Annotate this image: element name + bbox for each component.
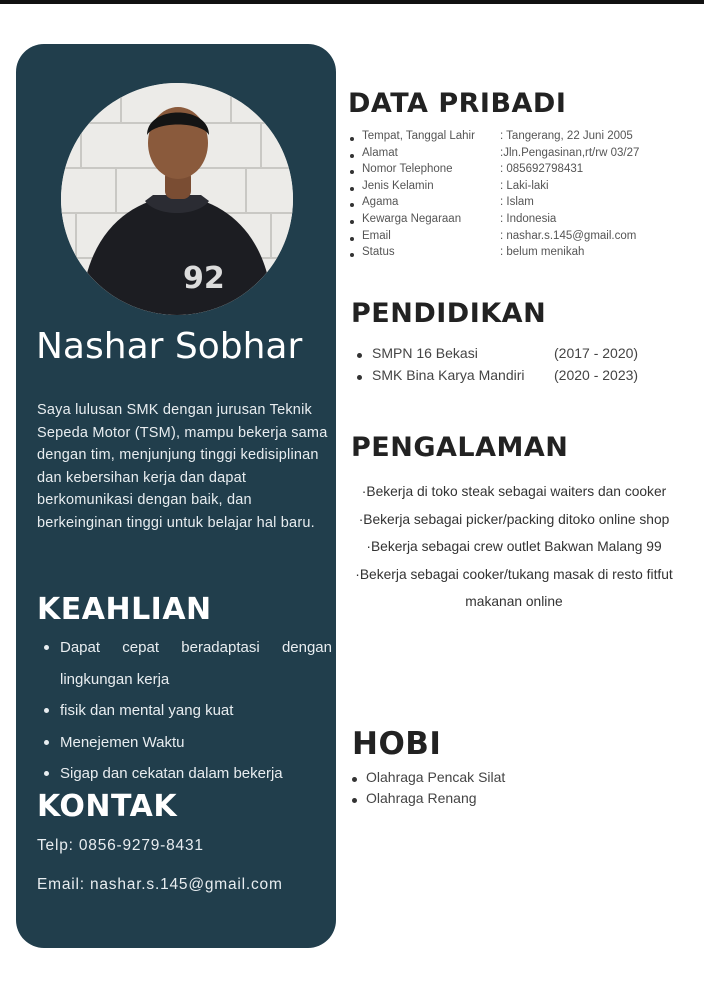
experience-item: ·Bekerja sebagai cooker/tukang masak di resto fitfut makanan online (355, 566, 673, 609)
experience-item: ·Bekerja sebagai picker/packing ditoko online shop (358, 511, 670, 527)
personal-item (348, 230, 698, 247)
education-years: (2020 - 2023) (554, 367, 639, 383)
experience-item: ·Bekerja di toko steak sebagai waiters dan cooker (361, 484, 667, 499)
personal-item (348, 163, 698, 180)
full-name: Nashar Sobhar (36, 326, 303, 367)
personal-value: : belum menikah (500, 246, 585, 259)
education-school: SMK Bina Karya Mandiri (372, 367, 525, 383)
hobby-heading: HOBI (352, 726, 442, 762)
contact-heading: KONTAK (37, 789, 178, 824)
education-school: SMPN 16 Bekasi (372, 345, 478, 361)
personal-value: : nashar.s.145@gmail.com (500, 229, 637, 242)
personal-label: Tempat, Tanggal Lahir (362, 130, 475, 142)
hobby-item: Olahraga Renang (350, 790, 505, 811)
hobby-list (350, 769, 505, 811)
personal-label: Nomor Telephone (362, 163, 453, 176)
personal-item (348, 180, 698, 197)
personal-item (348, 246, 698, 263)
personal-data-heading: DATA PRIBADI (348, 88, 567, 119)
skill-item: fisik dan mental yang kuat (40, 695, 332, 727)
education-heading: PENDIDIKAN (351, 298, 547, 329)
personal-data-list (348, 130, 698, 263)
personal-label: Kewarga Negaraan (362, 212, 462, 225)
contact-phone: Telp: 0856-9279-8431 (37, 837, 204, 854)
top-border (0, 0, 704, 4)
personal-value: : Indonesia (500, 212, 557, 225)
personal-label: Jenis Kelamin (362, 179, 434, 192)
personal-value: : Islam (500, 196, 534, 209)
personal-value: : Laki-laki (500, 179, 549, 192)
education-years: (2017 - 2020) (554, 345, 639, 361)
personal-label: Alamat (362, 146, 398, 159)
contact-email: Email: nashar.s.145@gmail.com (37, 876, 283, 893)
profile-summary: Saya lulusan SMK dengan jurusan Teknik Sepeda Motor (TSM), mampu bekerja sama dengan tim, menjunjung tinggi kedisiplinan dan kebersihan kerja dan dapat berkomunikasi dengan baik, dan berkeinginan tinggi untuk belajar hal baru. (37, 402, 328, 531)
personal-item (348, 213, 698, 230)
skills-heading: KEAHLIAN (37, 592, 212, 627)
svg-text:92: 92 (183, 261, 225, 296)
personal-label: Email (362, 229, 391, 242)
personal-item (348, 147, 698, 164)
personal-value: : 085692798431 (500, 163, 584, 176)
personal-value: : Tangerang, 22 Juni 2005 (500, 130, 633, 142)
experience-heading: PENGALAMAN (351, 432, 569, 463)
skill-item: Sigap dan cekatan dalam bekerja (40, 758, 332, 790)
skill-item: Dapat cepat beradaptasi dengan (40, 632, 332, 664)
personal-label: Agama (362, 196, 399, 209)
skill-item-continuation: lingkungan kerja (60, 670, 170, 688)
personal-label: Status (362, 246, 395, 259)
experience-item: ·Bekerja sebagai crew outlet Bakwan Malang 99 (366, 539, 662, 554)
profile-photo (61, 83, 293, 315)
hobby-item: Olahraga Pencak Silat (350, 769, 505, 790)
skills-list (40, 632, 332, 790)
personal-item (348, 196, 698, 213)
personal-value: :Jln.Pengasinan,rt/rw 03/27 (500, 146, 640, 159)
personal-item (348, 130, 698, 147)
skill-item: Menejemen Waktu (40, 727, 332, 759)
experience-list (346, 478, 682, 616)
